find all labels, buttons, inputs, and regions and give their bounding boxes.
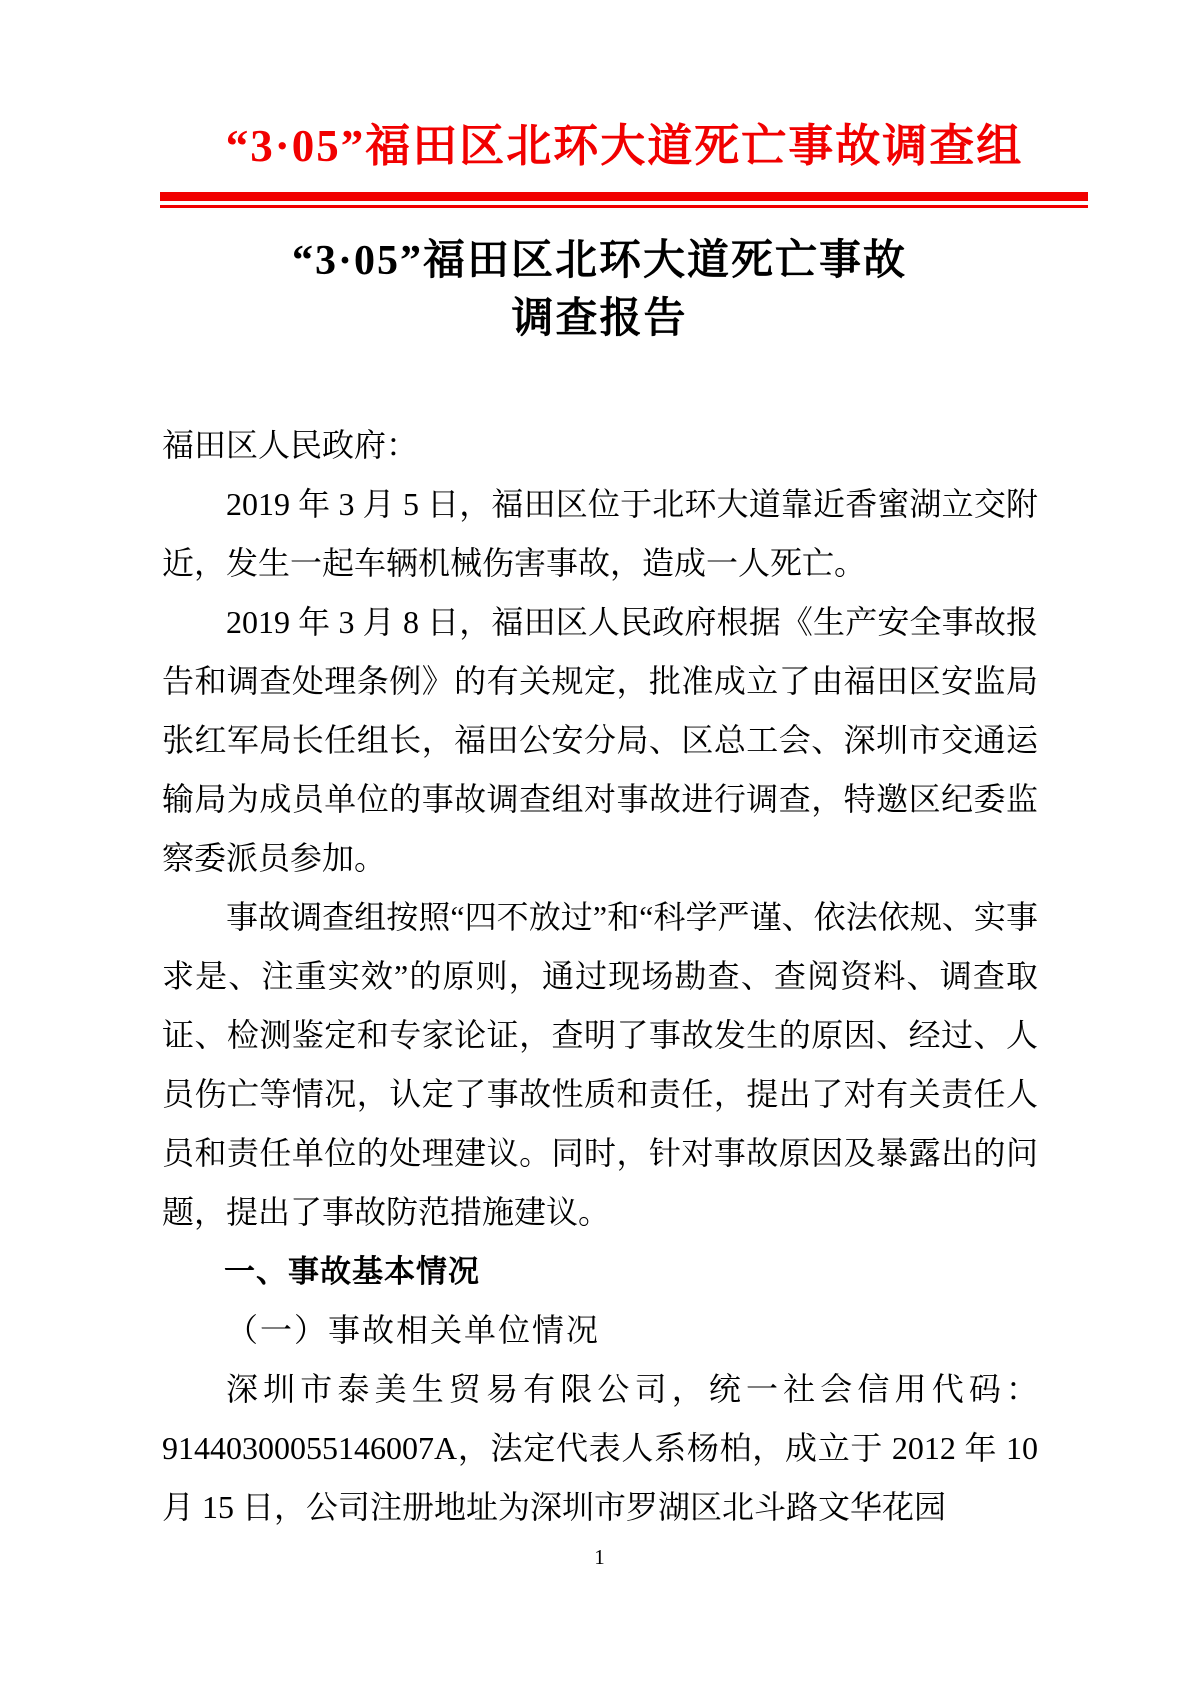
document-body	[162, 416, 1038, 1537]
letterhead	[0, 0, 1199, 208]
paragraph-accident-occurrence: 2019 年 3 月 5 日，福田区位于北环大道靠近香蜜湖立交附近，发生一起车辆机械伤害事故，造成一人死亡。	[162, 486, 1038, 581]
document-title-line-1: “3·05”福田区北环大道死亡事故	[291, 238, 907, 284]
letterhead-title: “3·05”福田区北环大道死亡事故调查组	[225, 121, 1024, 171]
letterhead-rule	[160, 192, 1088, 208]
page-number: 1	[594, 1545, 605, 1569]
paragraph-company-info: 深圳市泰美生贸易有限公司，统一社会信用代码：91440300055146007A，法定代表人系杨柏，成立于 2012 年 10 月 15 日，公司注册地址为深圳市罗湖区北斗路文华花园	[162, 1371, 1038, 1525]
paragraph-investigation-team-formation: 2019 年 3 月 8 日，福田区人民政府根据《生产安全事故报告和调查处理条例》的有关规定，批准成立了由福田区安监局张红军局长任组长，福田公安分局、区总工会、深圳市交通运输局为成员单位的事故调查组对事故进行调查，特邀区纪委监察委派员参加。	[162, 604, 1038, 876]
section-heading-basic-situation: 一、事故基本情况	[224, 1254, 480, 1289]
document-title-line-2: 调查报告	[511, 296, 688, 342]
subsection-heading-related-units: （一）事故相关单位情况	[226, 1312, 601, 1348]
document-title	[0, 232, 1199, 348]
salutation: 福田区人民政府：	[162, 427, 419, 463]
letterhead-rule-thick	[160, 192, 1088, 201]
paragraph-investigation-principles: 事故调查组按照“四不放过”和“科学严谨、依法依规、实事求是、注重实效”的原则，通过现场勘查、查阅资料、调查取证、检测鉴定和专家论证，查明了事故发生的原因、经过、人员伤亡等情况，认定了事故性质和责任，提出了对有关责任人员和责任单位的处理建议。同时，针对事故原因及暴露出的问题，提出了事故防范措施建议。	[162, 899, 1038, 1230]
letterhead-rule-thin	[160, 205, 1088, 208]
